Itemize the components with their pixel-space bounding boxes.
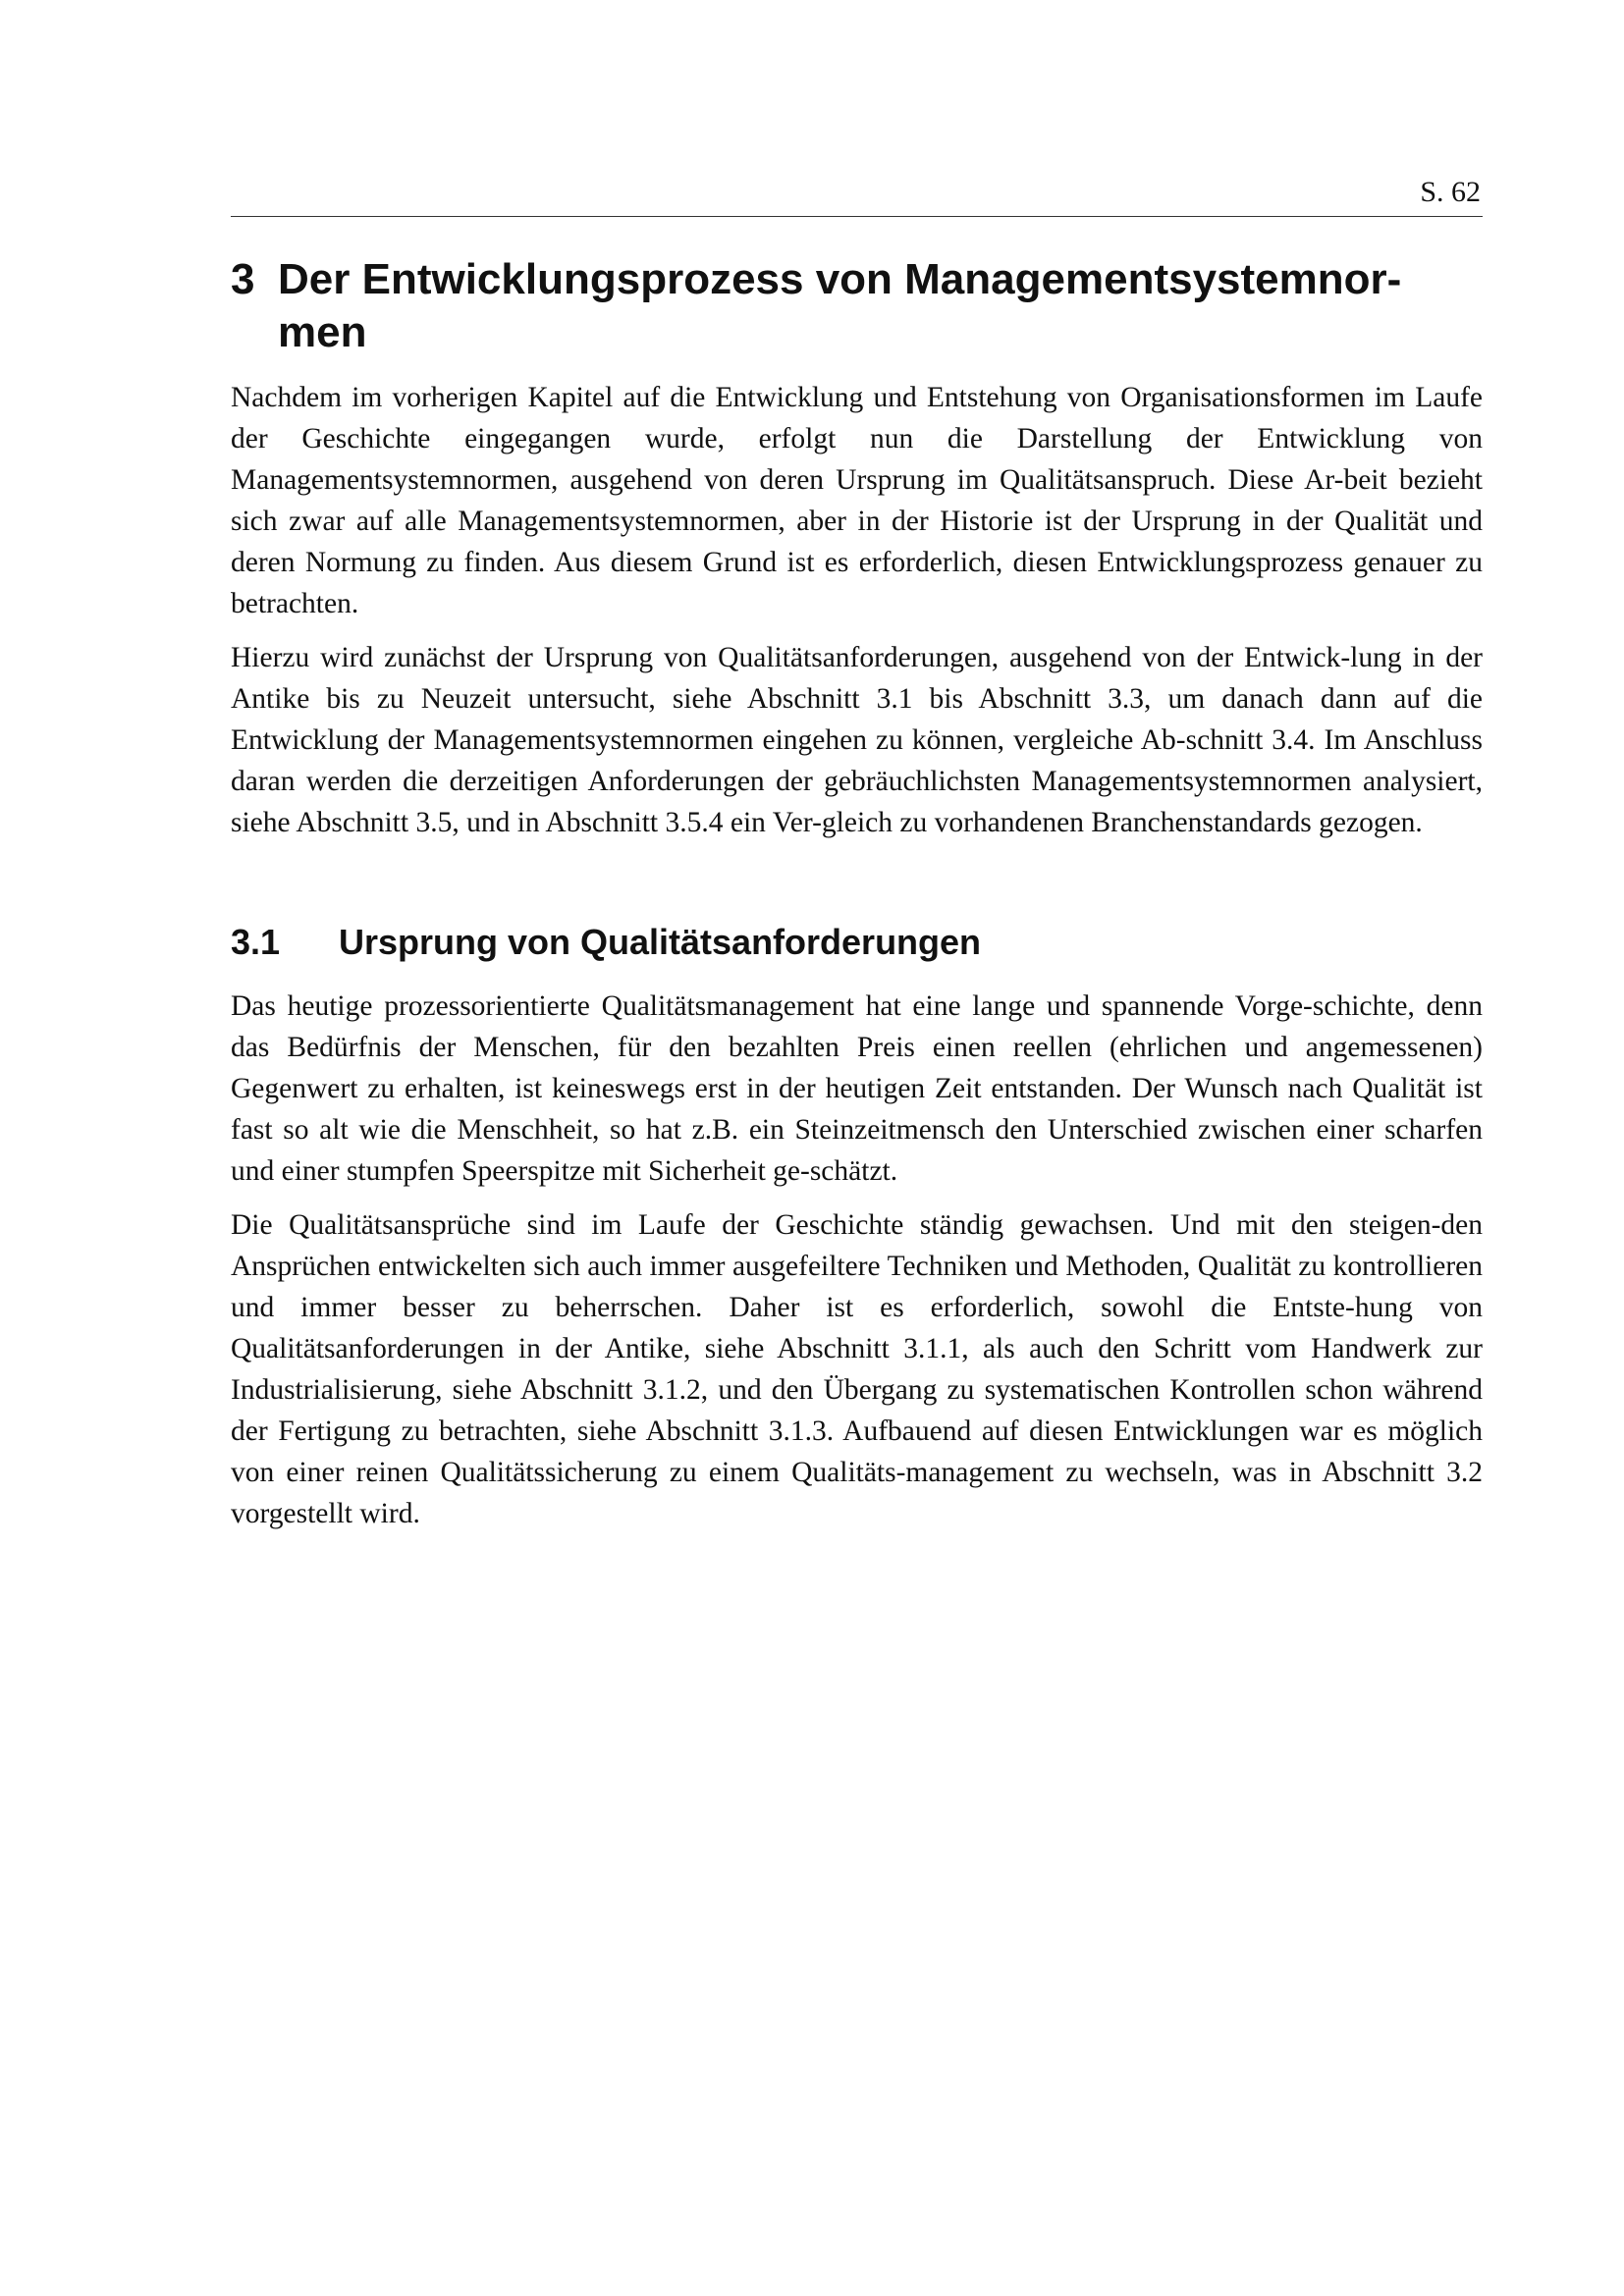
chapter-intro [231, 377, 1483, 843]
chapter-title: Der Entwicklungsprozess von Managementsystemnor-men [278, 255, 1402, 356]
section-number: 3.1 [231, 922, 281, 962]
section-body [231, 986, 1483, 1534]
chapter-number: 3 [231, 255, 255, 303]
paragraph: Nachdem im vorherigen Kapitel auf die Entwicklung und Entstehung von Organisationsformen im Laufe der Geschichte eingegangen wurde, erfolgt nun die Darstellung der Entwicklung von Managementsystemnormen, ausgehend von deren Ursprung im Qualitätsanspruch. Diese Ar-beit bezieht sich zwar auf alle Managementsystemnormen, aber in der Historie ist der Ursprung in der Qualität und deren Normung zu finden. Aus diesem Grund ist es erforderlich, diesen Entwicklungsprozess genauer zu betrachten. [231, 382, 1483, 619]
page-number: S. 62 [1420, 176, 1481, 208]
section-title: Ursprung von Qualitätsanforderungen [339, 922, 982, 962]
paragraph: Das heutige prozessorientierte Qualitätsmanagement hat eine lange und spannende Vorge-schichte, denn das Bedürfnis der Menschen, für den bezahlten Preis einen reellen (ehrlichen und angemessenen) Gegenwert zu erhalten, ist keineswegs erst in der heutigen Zeit entstanden. Der Wunsch nach Qualität ist fast so alt wie die Menschheit, so hat z.B. ein Steinzeitmensch den Unterschied zwischen einer scharfen und einer stumpfen Speerspitze mit Sicherheit ge-schätzt. [231, 990, 1483, 1187]
paragraph: Hierzu wird zunächst der Ursprung von Qualitätsanforderungen, ausgehend von der Entwick-lung in der Antike bis zu Neuzeit untersucht, siehe Abschnitt 3.1 bis Abschnitt 3.3, um danach dann auf die Entwicklung der Managementsystemnormen eingehen zu können, vergleiche Ab-schnitt 3.4. Im Anschluss daran werden die derzeitigen Anforderungen der gebräuchlichsten Managementsystemnormen analysiert, siehe Abschnitt 3.5, und in Abschnitt 3.5.4 ein Ver-gleich zu vorhandenen Branchenstandards gezogen. [231, 642, 1483, 838]
paragraph: Die Qualitätsansprüche sind im Laufe der Geschichte ständig gewachsen. Und mit den steigen-den Ansprüchen entwickelten sich auch immer ausgefeiltere Techniken und Methoden, Qualität zu kontrollieren und immer besser zu beherrschen. Daher ist es erforderlich, sowohl die Entste-hung von Qualitätsanforderungen in der Antike, siehe Abschnitt 3.1.1, als auch den Schritt vom Handwerk zur Industrialisierung, siehe Abschnitt 3.1.2, und den Übergang zu systematischen Kontrollen schon während der Fertigung zu betrachten, siehe Abschnitt 3.1.3. Aufbauend auf diesen Entwicklungen war es möglich von einer reinen Qualitätssicherung zu einem Qualitäts-management zu wechseln, was in Abschnitt 3.2 vorgestellt wird. [231, 1209, 1483, 1529]
chapter-heading [231, 253, 1483, 359]
section-heading [231, 921, 1483, 964]
running-header [231, 175, 1483, 217]
